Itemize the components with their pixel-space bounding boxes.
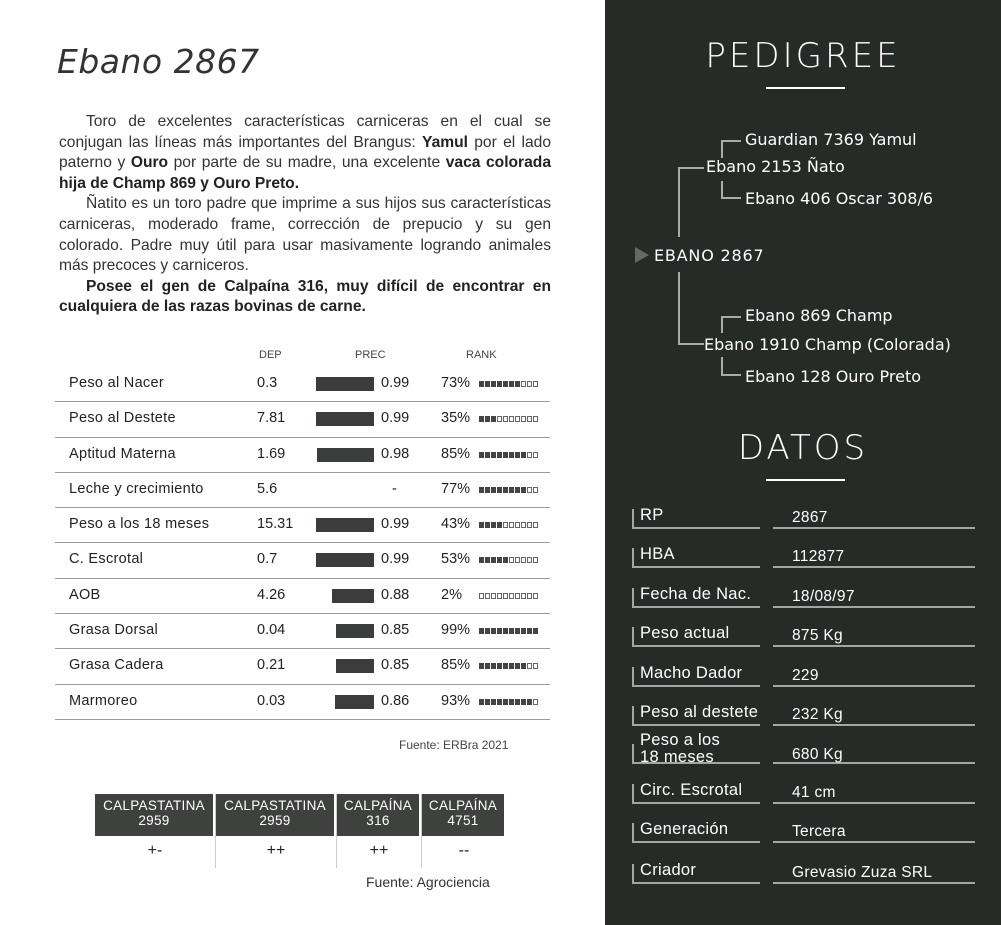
- rank-dot: [485, 381, 490, 387]
- rank-dot: [491, 628, 496, 634]
- rank-dot: [521, 699, 526, 705]
- datos-label-rule: [632, 667, 634, 687]
- datos-value-rule: [773, 566, 975, 568]
- rank-dot: [503, 628, 508, 634]
- datos-value: 229: [792, 667, 819, 684]
- datos-label-rule: [632, 882, 760, 884]
- rank-dots: [479, 663, 538, 669]
- rank-dot: [503, 416, 508, 422]
- rank-dot: [521, 452, 526, 458]
- pedigree-subject: EBANO 2867: [654, 246, 765, 265]
- datos-label-rule: [632, 627, 634, 647]
- header-prec: PREC: [355, 349, 386, 361]
- rank-dot: [479, 593, 484, 599]
- row-prec: 0.86: [381, 692, 410, 709]
- rank-dot: [527, 593, 532, 599]
- rank-dot: [515, 381, 520, 387]
- row-prec: 0.85: [381, 657, 410, 674]
- datos-label: Criador: [640, 861, 697, 879]
- rank-dot: [491, 416, 496, 422]
- table-row: [55, 579, 550, 614]
- row-trait: Leche y crecimiento: [69, 480, 204, 497]
- rank-dot: [509, 522, 514, 528]
- rank-dot: [509, 487, 514, 493]
- table-row: [55, 438, 550, 473]
- row-dep: 0.21: [257, 657, 286, 674]
- rank-dot: [479, 452, 484, 458]
- gene-header: [422, 794, 504, 836]
- row-dep: 0.03: [257, 692, 286, 709]
- rank-dot: [503, 522, 508, 528]
- row-rank: 85%: [441, 445, 471, 462]
- description-paragraph-2: Ñatito es un toro padre que imprime a sus hijos sus características carniceras, moderado frame, corrección de prepucio y su gen colorado. Padre muy útil para usar masivamente logrando animales más precoces y carniceros.: [59, 195, 551, 275]
- datos-value: Tercera: [792, 823, 846, 840]
- row-trait: C. Escrotal: [69, 551, 144, 568]
- datos-label-rule: [632, 841, 760, 843]
- datos-label-rule: [632, 724, 760, 726]
- tree-line: [721, 197, 741, 199]
- tree-line: [721, 181, 723, 198]
- prec-bar: [336, 624, 374, 638]
- prec-bar: [316, 553, 374, 567]
- row-trait: Peso a los 18 meses: [69, 516, 210, 533]
- row-rank: 73%: [441, 375, 471, 391]
- row-rank: 2%: [441, 586, 462, 603]
- datos-value: 41 cm: [792, 784, 836, 801]
- datos-label: Macho Dador: [640, 664, 743, 682]
- rank-dot: [503, 663, 508, 669]
- rank-dot: [515, 628, 520, 634]
- datos-label: Peso al destete: [640, 703, 759, 721]
- tree-line: [721, 374, 741, 376]
- rank-dot: [533, 557, 538, 563]
- row-dep: 7.81: [257, 410, 286, 427]
- rank-dot: [509, 381, 514, 387]
- row-dep: 5.6: [257, 480, 278, 497]
- rank-dot: [509, 663, 514, 669]
- rank-dot: [485, 487, 490, 493]
- datos-value: Grevasio Zuza SRL: [792, 864, 933, 881]
- row-prec: 0.99: [381, 516, 410, 533]
- rank-dot: [533, 522, 538, 528]
- dep-table-header: [55, 347, 550, 367]
- datos-row: [630, 542, 975, 582]
- rank-dots: [479, 452, 538, 458]
- datos-value-rule: [773, 606, 975, 608]
- rank-dot: [527, 452, 532, 458]
- row-prec: 0.85: [381, 622, 410, 639]
- rank-dot: [497, 628, 502, 634]
- gene-name: CALPAÍNA: [343, 798, 413, 813]
- rank-dot: [497, 381, 502, 387]
- rank-dot: [527, 416, 532, 422]
- rank-dot: [497, 699, 502, 705]
- pedigree-sire: Ebano 2153 Ñato: [706, 157, 845, 176]
- rank-dot: [521, 663, 526, 669]
- datos-value-rule: [773, 882, 975, 884]
- datos-label-rule: [632, 527, 760, 529]
- prec-bar: [336, 659, 374, 673]
- tree-line: [721, 140, 741, 142]
- rank-dot: [515, 699, 520, 705]
- rank-dot: [503, 487, 508, 493]
- gene-code: 4751: [447, 812, 479, 828]
- row-trait: Peso al Destete: [69, 410, 176, 427]
- datos-row: [630, 817, 975, 857]
- datos-value-rule: [773, 802, 975, 804]
- rank-dot: [515, 452, 520, 458]
- row-rank: 99%: [441, 622, 471, 639]
- pedigree-heading: PEDIGREE: [705, 36, 901, 76]
- row-prec: 0.98: [381, 445, 410, 462]
- rank-dot: [479, 522, 484, 528]
- dep-table: [55, 347, 550, 720]
- gene-value: ++: [369, 842, 389, 859]
- datos-label: Peso actual: [640, 624, 730, 642]
- rank-dot: [485, 593, 490, 599]
- rank-dot: [527, 628, 532, 634]
- datos-value-rule: [773, 645, 975, 647]
- datos-row: [630, 778, 975, 818]
- table-row: [55, 402, 550, 437]
- datos-label-rule: [632, 706, 634, 726]
- row-trait: Aptitud Materna: [69, 445, 176, 462]
- row-dep: 0.04: [257, 622, 286, 639]
- rank-dot: [491, 557, 496, 563]
- rank-dots: [479, 416, 538, 422]
- datos-label: HBA: [640, 545, 675, 563]
- row-dep: 4.26: [257, 586, 286, 603]
- rank-dot: [497, 487, 502, 493]
- rank-dot: [503, 593, 508, 599]
- row-rank: 77%: [441, 480, 471, 497]
- rank-dot: [479, 628, 484, 634]
- datos-row: [630, 582, 975, 622]
- tree-line: [721, 316, 723, 333]
- rank-dot: [497, 557, 502, 563]
- rank-dot: [503, 557, 508, 563]
- datos-value-rule: [773, 841, 975, 843]
- prec-bar: [316, 412, 374, 426]
- pedigree-dam: Ebano 1910 Champ (Colorada): [704, 335, 951, 354]
- rank-dot: [527, 522, 532, 528]
- table-row: [55, 649, 550, 684]
- row-prec: 0.99: [381, 410, 410, 427]
- desc-text: Toro de excelentes características carniceras en el cual se conjugan las líneas más importantes del Brangus:: [59, 113, 551, 151]
- tree-line: [721, 357, 723, 375]
- gene-header: [216, 794, 334, 836]
- gene-column: [216, 794, 337, 868]
- rank-dot: [515, 663, 520, 669]
- rank-dot: [491, 699, 496, 705]
- rank-dot: [533, 452, 538, 458]
- desc-text: por parte de su madre, una excelente: [168, 154, 446, 172]
- tree-line: [721, 316, 741, 318]
- rank-dots: [479, 593, 538, 599]
- datos-label-rule: [632, 588, 634, 608]
- row-prec: 0.99: [381, 375, 410, 391]
- row-dep: 1.69: [257, 445, 286, 462]
- table-source: Fuente: ERBra 2021: [399, 738, 509, 752]
- subject-arrow-icon: [635, 247, 649, 263]
- rank-dot: [527, 557, 532, 563]
- desc-text: por el lado paterno y: [59, 133, 551, 172]
- rank-dot: [479, 487, 484, 493]
- row-trait: Grasa Cadera: [69, 657, 164, 674]
- datos-underline: [766, 479, 845, 481]
- row-trait: Grasa Dorsal: [69, 622, 159, 639]
- datos-label: Circ. Escrotal: [640, 781, 743, 799]
- rank-dot: [527, 381, 532, 387]
- description-paragraph-3: [59, 277, 551, 318]
- rank-dot: [509, 628, 514, 634]
- rank-dot: [479, 663, 484, 669]
- description: [59, 112, 551, 318]
- row-prec: 0.88: [381, 586, 410, 603]
- gene-name: CALPASTATINA: [103, 798, 205, 813]
- gene-value: ++: [266, 842, 286, 859]
- row-rank: 53%: [441, 551, 471, 568]
- rank-dots: [479, 699, 538, 705]
- rank-dot: [491, 522, 496, 528]
- rank-dot: [497, 452, 502, 458]
- rank-dot: [509, 557, 514, 563]
- rank-dots: [479, 381, 538, 387]
- rank-dot: [497, 416, 502, 422]
- desc-bold-vaca: vaca colorada hija de Champ 869 y Ouro Preto.: [59, 154, 551, 192]
- gene-code: 2959: [259, 812, 291, 828]
- gene-table: [95, 794, 506, 868]
- rank-dot: [485, 452, 490, 458]
- rank-dot: [491, 663, 496, 669]
- row-trait: Marmoreo: [69, 692, 138, 709]
- datos-value: 232 Kg: [792, 706, 843, 723]
- gene-code: 2959: [138, 812, 170, 828]
- rank-dot: [491, 487, 496, 493]
- rank-dot: [521, 557, 526, 563]
- rank-dot: [509, 452, 514, 458]
- datos-label: RP: [640, 506, 664, 524]
- rank-dot: [515, 593, 520, 599]
- table-row: [55, 473, 550, 508]
- header-rank: RANK: [466, 349, 497, 361]
- row-dep: 0.3: [257, 375, 278, 391]
- right-panel: [605, 0, 1001, 925]
- datos-label-rule: [632, 509, 634, 529]
- datos-row: [630, 621, 975, 661]
- rank-dot: [509, 416, 514, 422]
- tree-line: [678, 167, 680, 237]
- gene-column: [95, 794, 216, 868]
- rank-dot: [533, 487, 538, 493]
- rank-dot: [485, 557, 490, 563]
- rank-dot: [485, 628, 490, 634]
- rank-dot: [491, 593, 496, 599]
- rank-dot: [485, 416, 490, 422]
- datos-label-rule: [632, 784, 634, 804]
- pedigree-sire-sire: Guardian 7369 Yamul: [745, 130, 917, 149]
- rank-dot: [533, 699, 538, 705]
- row-dep: 0.7: [257, 551, 278, 568]
- datos-value: 680 Kg: [792, 746, 843, 763]
- rank-dot: [485, 522, 490, 528]
- rank-dot: [479, 557, 484, 563]
- rank-dot: [515, 416, 520, 422]
- datos-label-rule: [632, 823, 634, 843]
- desc-bold-ouro: Ouro: [130, 154, 169, 172]
- datos-label-rule: [632, 548, 634, 568]
- row-rank: 35%: [441, 410, 471, 427]
- rank-dots: [479, 628, 538, 634]
- gene-column: [422, 794, 506, 868]
- rank-dot: [533, 628, 538, 634]
- rank-dot: [521, 381, 526, 387]
- datos-value: 875 Kg: [792, 627, 843, 644]
- pedigree-dam-dam: Ebano 128 Ouro Preto: [745, 367, 922, 386]
- rank-dot: [521, 487, 526, 493]
- desc-bold-yamul: Yamul: [422, 133, 468, 151]
- rank-dot: [533, 663, 538, 669]
- rank-dot: [515, 557, 520, 563]
- rank-dot: [533, 416, 538, 422]
- table-row: [55, 367, 550, 402]
- datos-row: [630, 503, 975, 543]
- row-prec: -: [392, 480, 397, 497]
- rank-dot: [497, 593, 502, 599]
- datos-label: Fecha de Nac.: [640, 585, 752, 603]
- datos-value: 18/08/97: [792, 588, 855, 605]
- prec-bar: [317, 448, 374, 462]
- gene-name: CALPAÍNA: [428, 798, 498, 813]
- datos-row: [630, 731, 975, 778]
- rank-dot: [521, 522, 526, 528]
- datos-row: [630, 661, 975, 701]
- rank-dot: [497, 663, 502, 669]
- pedigree-underline: [766, 87, 845, 89]
- gene-name: CALPASTATINA: [224, 798, 326, 813]
- rank-dot: [485, 663, 490, 669]
- pedigree-dam-sire: Ebano 869 Champ: [745, 306, 893, 325]
- rank-dot: [491, 381, 496, 387]
- desc-bold-calpaina: Posee el gen de Calpaína 316, muy difícil de encontrar en cualquiera de las razas bovinas de carne.: [59, 277, 551, 316]
- rank-dot: [521, 593, 526, 599]
- dep-table-body: [55, 367, 550, 720]
- row-rank: 43%: [441, 516, 471, 533]
- rank-dot: [503, 699, 508, 705]
- tree-line: [678, 343, 704, 345]
- datos-label-rule: [632, 744, 634, 764]
- rank-dot: [503, 452, 508, 458]
- datos-label-rule: [632, 566, 760, 568]
- row-dep: 15.31: [257, 516, 294, 533]
- datos-label-rule: [632, 645, 760, 647]
- rank-dots: [479, 522, 538, 528]
- page-title: Ebano 2867: [57, 42, 260, 81]
- datos-label-rule: [632, 685, 760, 687]
- rank-dots: [479, 557, 538, 563]
- row-rank: 93%: [441, 692, 471, 709]
- table-row: [55, 685, 550, 720]
- rank-dot: [533, 593, 538, 599]
- gene-code: 316: [366, 812, 390, 828]
- gene-header: [337, 794, 419, 836]
- table-row: [55, 614, 550, 649]
- datos-value-rule: [773, 685, 975, 687]
- description-paragraph-1: [59, 112, 551, 194]
- datos-value: 2867: [792, 509, 828, 526]
- rank-dot: [485, 699, 490, 705]
- rank-dot: [479, 416, 484, 422]
- gene-value: +-: [147, 842, 163, 859]
- datos-row: [630, 858, 975, 898]
- rank-dot: [497, 522, 502, 528]
- prec-bar: [332, 589, 374, 603]
- rank-dot: [527, 663, 532, 669]
- datos-label: Peso a los 18 meses: [640, 731, 721, 766]
- rank-dot: [509, 699, 514, 705]
- datos-label-rule: [632, 606, 760, 608]
- datos-label-rule: [632, 802, 760, 804]
- table-row: [55, 508, 550, 543]
- gene-source: Fuente: Agrociencia: [366, 874, 490, 890]
- rank-dot: [515, 522, 520, 528]
- datos-value-rule: [773, 527, 975, 529]
- rank-dot: [521, 628, 526, 634]
- datos-value-rule: [773, 724, 975, 726]
- prec-bar: [335, 695, 374, 709]
- row-prec: 0.99: [381, 551, 410, 568]
- rank-dot: [527, 487, 532, 493]
- header-dep: DEP: [259, 349, 282, 361]
- prec-bar: [316, 377, 374, 391]
- table-row: [55, 543, 550, 578]
- rank-dot: [515, 487, 520, 493]
- tree-line: [721, 140, 723, 158]
- rank-dot: [527, 699, 532, 705]
- tree-line: [678, 272, 680, 344]
- rank-dot: [503, 381, 508, 387]
- gene-header: [95, 794, 213, 836]
- rank-dot: [509, 593, 514, 599]
- datos-heading: DATOS: [737, 428, 869, 468]
- gene-column: [337, 794, 422, 868]
- datos-value: 112877: [792, 548, 845, 565]
- rank-dot: [479, 381, 484, 387]
- gene-value: --: [458, 842, 470, 859]
- tree-line: [678, 167, 704, 169]
- prec-bar: [316, 518, 374, 532]
- row-trait: AOB: [69, 586, 101, 603]
- rank-dot: [491, 452, 496, 458]
- rank-dot: [521, 416, 526, 422]
- datos-label: Generación: [640, 820, 729, 838]
- row-rank: 85%: [441, 657, 471, 674]
- rank-dots: [479, 487, 538, 493]
- pedigree-sire-dam: Ebano 406 Oscar 308/6: [745, 189, 934, 208]
- rank-dot: [533, 381, 538, 387]
- datos-label-rule: [632, 864, 634, 884]
- rank-dot: [479, 699, 484, 705]
- row-trait: Peso al Nacer: [69, 375, 164, 391]
